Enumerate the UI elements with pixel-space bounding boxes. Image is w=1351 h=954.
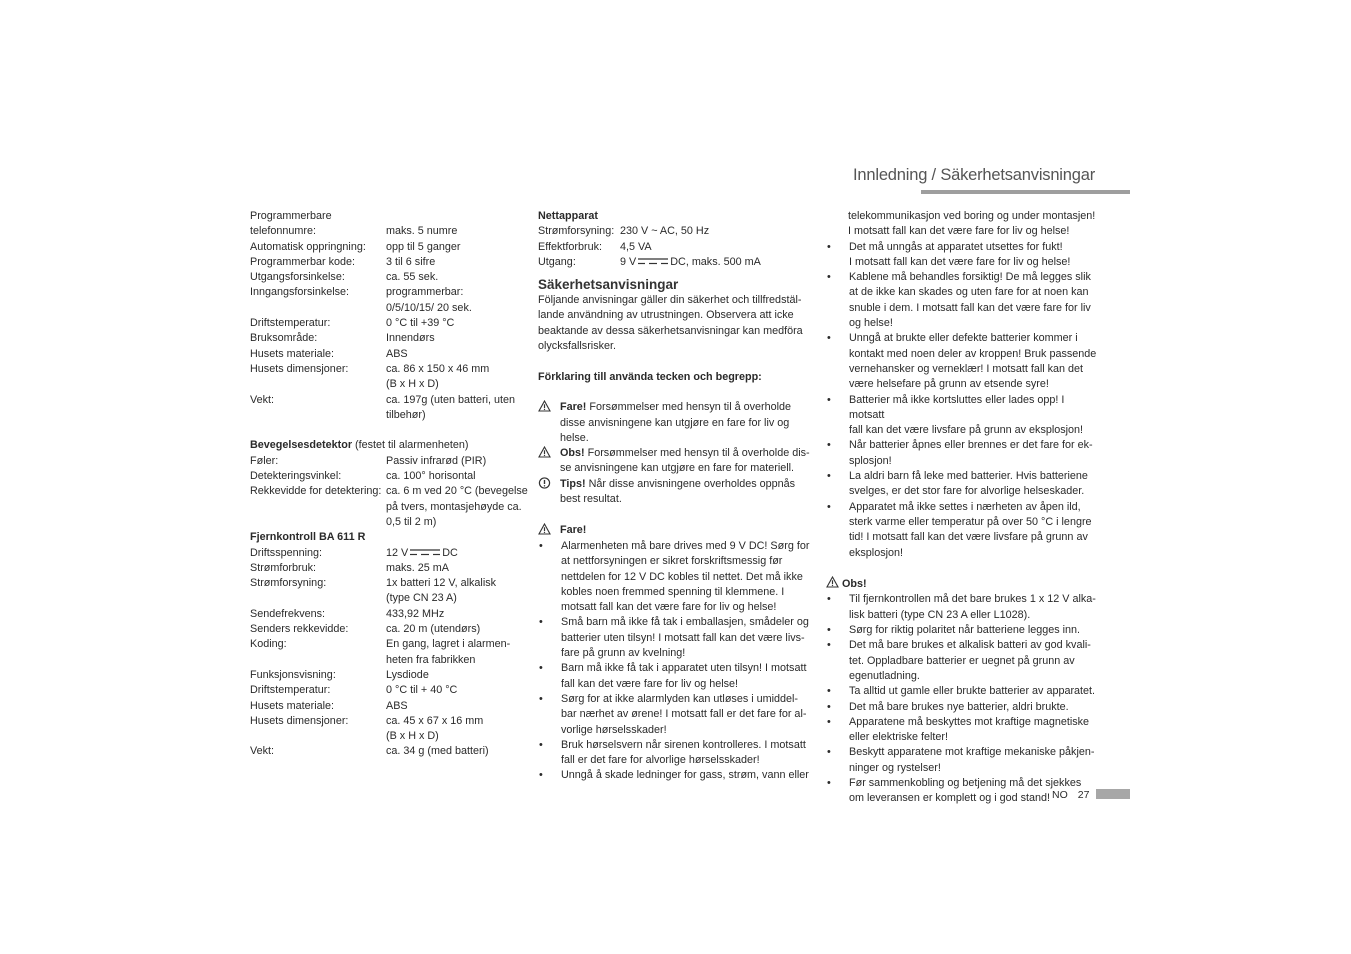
- list-item: [826, 240, 1098, 271]
- text-line: ninger og rystelser!: [849, 761, 941, 774]
- spec-label: Programmerbar kode:: [250, 255, 356, 268]
- text-line: Når disse anvisningene overholdes oppnås: [585, 477, 796, 490]
- list-item: [826, 700, 1098, 715]
- text-line: Små barn må ikke få tak i emballasjen, smådeler og: [561, 616, 809, 629]
- text-line: nettdelen for 12 V DC kobles til nettet. Det må ikke: [561, 570, 803, 583]
- text-line: lisk batteri (type CN 23 A eller L1028).: [849, 608, 1031, 621]
- text-line: Sørg for riktig polaritet når batteriene legges inn.: [849, 624, 1081, 637]
- list-item: [826, 500, 1098, 561]
- spec-value: maks. 25 mA: [386, 561, 449, 574]
- list-item-text: [561, 661, 810, 692]
- text-line: Forsømmelser med hensyn til å overholde: [586, 401, 792, 414]
- list-item-text: [849, 684, 1098, 699]
- spec-value: maks. 5 numre: [386, 225, 458, 238]
- obs-heading: Obs!: [826, 576, 1098, 592]
- text-line: vernehansker og verneklær! I motsatt fall kan det: [849, 362, 1084, 375]
- text-line: telekommunikasjon ved boring og under montasjen!: [848, 210, 1096, 222]
- bullet-icon: •: [827, 439, 831, 452]
- spec-row: [250, 331, 530, 346]
- bullet-icon: •: [827, 685, 831, 698]
- spec-label: Automatisk oppringning:: [250, 240, 366, 253]
- text-line: eksplosjon!: [849, 546, 904, 559]
- spec-row: [250, 377, 530, 392]
- symbol-obs: Obs! Forsømmelser med hensyn til å overholde dis- se anvisningene kan utgjøre en fare for materiell.: [538, 446, 810, 477]
- spec-row: [250, 576, 530, 591]
- column-specs: [250, 209, 530, 760]
- bullet-icon: •: [827, 700, 831, 713]
- spec-value: ca. 86 x 150 x 46 mm: [386, 362, 490, 375]
- spec-row: [250, 714, 530, 729]
- list-item-text: [561, 768, 810, 783]
- spec-value: Lysdiode: [386, 668, 429, 681]
- spec-value: 0/5/10/15/ 20 sek.: [386, 301, 472, 314]
- spec-value: (B x H x D): [386, 730, 439, 743]
- list-item-text: [849, 240, 1098, 271]
- exclamation-circle-icon: [538, 477, 560, 508]
- list-item: [538, 768, 810, 783]
- text-line: se anvisningene kan utgjøre en fare for materiell.: [560, 462, 795, 475]
- list-item-text: [849, 623, 1098, 638]
- spec-value: 4,5 VA: [620, 240, 652, 253]
- spec-value: En gang, lagret i alarmen-: [386, 638, 511, 651]
- spec-label: [250, 591, 386, 606]
- text-line: Når batterier åpnes eller brennes er det fare for ek-: [849, 439, 1093, 452]
- text-line: Unngå å skade ledninger for gass, strøm, vann eller: [561, 769, 809, 782]
- text-line: være helsefare på grunn av etsende syre!: [849, 378, 1049, 391]
- text-line: Det må unngås at apparatet utsettes for fukt!: [849, 240, 1063, 253]
- text-line: Kablene må behandles forsiktig! De må legges slik: [849, 271, 1091, 284]
- text-line: Bruk hørselsvern når sirenen kontrolleres. I motsatt: [561, 738, 806, 751]
- text-line: motsatt fall kan det være fare for liv og helse!: [561, 601, 777, 614]
- spec-label: Inngangsforsinkelse:: [250, 286, 350, 299]
- list-item: [826, 623, 1098, 638]
- spec-label: [250, 408, 386, 423]
- text-line: Apparatet må ikke settes i nærheten av åpen ild,: [849, 500, 1081, 513]
- spec-value: 0 °C til +39 °C: [386, 317, 455, 330]
- spec-value: (B x H x D): [386, 378, 439, 391]
- spec-label: Føler:: [250, 454, 279, 467]
- list-item: [538, 539, 810, 615]
- spec-label: Rekkevidde for detektering:: [250, 485, 382, 498]
- spec-label: Effektforbruk:: [538, 240, 603, 253]
- spec-row: [250, 224, 530, 239]
- spec-value: (type CN 23 A): [386, 592, 457, 605]
- spec-row: [250, 500, 530, 515]
- spec-row: [250, 729, 530, 744]
- spec-row: [250, 393, 530, 408]
- spec-row: [250, 591, 530, 606]
- text-line: Följande anvisningar gäller din säkerhet och tillfredstäl-: [538, 294, 802, 307]
- page-footer: [1052, 788, 1099, 803]
- text-line: vorlige hørselsskader!: [561, 723, 667, 736]
- text-line: fare på grunn av kvelning!: [561, 647, 686, 660]
- spec-label: Husets dimensjoner:: [250, 362, 349, 375]
- spec-value: 0,5 til 2 m): [386, 515, 437, 528]
- spec-label: Husets dimensjoner:: [250, 714, 349, 727]
- bullet-icon: •: [827, 393, 831, 406]
- list-item-text: [561, 692, 810, 738]
- spec-value: 1x batteri 12 V, alkalisk: [386, 577, 497, 590]
- text-line: fall er det fare for alvorlige hørselsskader!: [561, 754, 760, 767]
- spec-label: Detekteringsvinkel:: [250, 470, 342, 483]
- list-item-text: [849, 592, 1098, 623]
- language-code: NO: [1052, 789, 1068, 801]
- spec-row: [250, 683, 530, 698]
- fare-heading: Fare!: [538, 523, 810, 539]
- spec-row: [250, 607, 530, 622]
- spec-row: [250, 561, 530, 576]
- text-line: Før sammenkobling og betjening må det sjekkes: [849, 776, 1082, 789]
- spec-row: [250, 668, 530, 683]
- spec-value: tilbehør): [386, 408, 426, 421]
- spec-value: ca. 55 sek.: [386, 271, 439, 284]
- spec-row: [250, 622, 530, 637]
- warning-triangle-icon: [538, 400, 560, 446]
- text-line: helse.: [560, 431, 589, 444]
- bullet-icon: •: [827, 715, 831, 728]
- spec-row: [250, 469, 530, 484]
- spec-label: Senders rekkevidde:: [250, 623, 349, 636]
- spec-label: Strømforsyning:: [538, 225, 615, 238]
- text-line: egenutladning.: [849, 669, 920, 682]
- obs-bullet-list: [826, 592, 1098, 806]
- spec-value: Passiv infrarød (PIR): [386, 454, 487, 467]
- spec-row: [250, 301, 530, 316]
- list-item: [538, 738, 810, 769]
- page-title: Innledning / Säkerhetsanvisningar: [853, 166, 1095, 184]
- text-line: best resultat.: [560, 493, 622, 506]
- spec-value: heten fra fabrikken: [386, 653, 476, 666]
- list-item: [826, 592, 1098, 623]
- spec-row: Driftsspenning: 12 V DC: [250, 546, 458, 559]
- spec-label: Programmerbare: [250, 210, 332, 222]
- spec-label: Vekt:: [250, 393, 275, 406]
- text-line: svelges, er det stor fare for alvorlige helseskader.: [849, 485, 1085, 498]
- spec-value: opp til 5 ganger: [386, 240, 461, 253]
- spec-value: 433,92 MHz: [386, 607, 445, 620]
- text-line: Ta alltid ut gamle eller brukte batterier av apparatet.: [849, 685, 1096, 698]
- safety-heading: Säkerhetsanvisningar: [538, 277, 679, 293]
- spec-label: Driftstemperatur:: [250, 684, 331, 697]
- spec-row: [250, 270, 530, 285]
- list-item-text: [561, 615, 810, 661]
- list-item: [826, 469, 1098, 500]
- bullet-icon: •: [827, 776, 831, 789]
- bullet-icon: •: [827, 271, 831, 284]
- list-item: [826, 715, 1098, 746]
- column-safety: [538, 209, 810, 784]
- text-line: Alarmenheten må bare drives med 9 V DC! Sørg for: [561, 539, 810, 552]
- list-item-text: [561, 539, 810, 615]
- spec-row: [250, 515, 530, 530]
- spec-row: [250, 209, 530, 224]
- spec-value: 0 °C til + 40 °C: [386, 684, 458, 697]
- list-item: [826, 438, 1098, 469]
- spec-label: [250, 515, 386, 530]
- text-line: I motsatt fall kan det være fare for liv og helse!: [849, 255, 1071, 268]
- spec-label: [250, 653, 386, 668]
- spec-label: Sendefrekvens:: [250, 607, 326, 620]
- list-item-text: [849, 393, 1098, 439]
- spec-row: [250, 637, 530, 652]
- spec-value: 230 V ~ AC, 50 Hz: [620, 225, 710, 238]
- footer-bar: [1096, 789, 1130, 799]
- list-item: [538, 615, 810, 661]
- spec-value: på tvers, montasjehøyde ca.: [386, 500, 522, 513]
- list-item-text: [849, 331, 1098, 392]
- text-line: fall kan det være livsfare på grunn av eksplosjon!: [849, 424, 1084, 437]
- spec-list-psu: [538, 224, 810, 255]
- bullet-icon: •: [539, 539, 543, 552]
- spec-row: [250, 316, 530, 331]
- bullet-icon: •: [827, 639, 831, 652]
- symbol-tips: Tips! Når disse anvisningene overholdes oppnås best resultat.: [538, 477, 810, 508]
- spec-value: ca. 100° horisontal: [386, 470, 476, 483]
- spec-label: Husets materiale:: [250, 347, 335, 360]
- spec-label: Koding:: [250, 638, 287, 651]
- text-line: eller elektriske felter!: [849, 731, 949, 744]
- list-item: [826, 270, 1098, 331]
- warning-triangle-icon: [538, 523, 560, 539]
- text-line: batterier uten tilsyn! I motsatt fall kan det være livs-: [561, 631, 805, 644]
- spec-label: [250, 500, 386, 515]
- bullet-icon: •: [827, 500, 831, 513]
- spec-value: [386, 209, 530, 224]
- text-line: lande användning av utrustningen. Observera att icke: [538, 309, 794, 322]
- bullet-icon: •: [827, 746, 831, 759]
- text-line: og helse!: [849, 317, 893, 330]
- spec-row: [250, 408, 530, 423]
- spec-label: Strømforbruk:: [250, 561, 316, 574]
- spec-value: ca. 34 g (med batteri): [386, 745, 489, 758]
- spec-row: [250, 653, 530, 668]
- spec-list-motion: [250, 454, 530, 530]
- symbol-fare: Fare! Forsømmelser med hensyn til å overholde disse anvisningene kan utgjøre en fare for liv og helse.: [538, 400, 810, 446]
- fare-bullet-list-cont: [826, 240, 1098, 561]
- text-line: bar nærhet av ørene! I motsatt fall er det fare for al-: [561, 708, 807, 721]
- text-line: Apparatene må beskyttes mot kraftige magnetiske: [849, 715, 1090, 728]
- column-safety-cont: [826, 209, 1098, 807]
- bullet-icon: •: [827, 470, 831, 483]
- list-item: [826, 331, 1098, 392]
- spec-list-remote: [250, 561, 530, 760]
- symbols-heading: Förklaring till använda tecken och begrepp:: [538, 370, 762, 383]
- motion-detector-heading: Bevegelsesdetektor (festet til alarmenheten): [250, 439, 469, 452]
- text-line: La aldri barn få leke med batterier. Hvis batteriene: [849, 470, 1088, 483]
- warning-triangle-icon: [538, 446, 560, 477]
- text-line: Unngå at brukte eller defekte batterier kommer i: [849, 332, 1078, 345]
- list-item-text: [849, 270, 1098, 331]
- spec-row: [538, 224, 810, 239]
- spec-label: Funksjonsvisning:: [250, 668, 336, 681]
- spec-label: Husets materiale:: [250, 699, 335, 712]
- text-line: beaktande av dessa säkerhetsanvisningar kan medföra: [538, 324, 803, 337]
- spec-row: Utgang: 9 V DC, maks. 500 mA: [538, 255, 761, 268]
- bullet-icon: •: [539, 616, 543, 629]
- spec-row: [250, 744, 530, 759]
- text-line: Det må bare brukes et alkalisk batteri av god kvali-: [849, 639, 1091, 652]
- text-line: Sørg for at ikke alarmlyden kan utløses i umiddel-: [561, 692, 799, 705]
- text-line: at de ikke kan skades og uten fare for at noen kan: [849, 286, 1089, 299]
- page-number: 27: [1077, 789, 1090, 801]
- list-item-text: [849, 700, 1098, 715]
- list-item: [826, 684, 1098, 699]
- spec-label: Strømforsyning:: [250, 577, 327, 590]
- spec-value: ABS: [386, 699, 408, 712]
- list-item: [538, 661, 810, 692]
- dc-symbol-icon: [410, 548, 440, 556]
- spec-row: [250, 454, 530, 469]
- spec-label: [250, 301, 386, 316]
- warning-triangle-icon: [826, 578, 839, 590]
- spec-value: ca. 197g (uten batteri, uten: [386, 393, 516, 406]
- spec-value: Innendørs: [386, 332, 435, 345]
- spec-value: ca. 45 x 67 x 16 mm: [386, 714, 484, 727]
- dc-symbol-icon: [638, 257, 668, 265]
- text-line: Beskytt apparatene mot kraftige mekaniske påkjen-: [849, 746, 1095, 759]
- text-line: om leveransen er komplett og i god stand!: [849, 792, 1051, 805]
- spec-label: telefonnumre:: [250, 225, 317, 238]
- bullet-icon: •: [539, 692, 543, 705]
- spec-label: Utgangsforsinkelse:: [250, 271, 345, 284]
- spec-row: [250, 347, 530, 362]
- text-line: Det må bare brukes nye batterier, aldri brukte.: [849, 700, 1069, 713]
- list-item-text: [849, 500, 1098, 561]
- spec-value: ca. 6 m ved 20 °C (bevegelse: [386, 485, 528, 498]
- text-line: at nettforsyningen er sikret forskriftsmessig før: [561, 555, 783, 568]
- header-rule: [921, 190, 1130, 194]
- text-line: snuble i dem. I motsatt fall kan det være fare for liv: [849, 301, 1091, 314]
- text-line: tid! I motsatt fall kan det være livsfare på grunn av: [849, 531, 1088, 544]
- spec-row: [250, 255, 530, 270]
- list-item-text: [849, 715, 1098, 746]
- text-line: tet. Oppladbare batterier er uegnet på grunn av: [849, 654, 1075, 667]
- bullet-icon: •: [827, 624, 831, 637]
- spec-label: Driftstemperatur:: [250, 317, 331, 330]
- spec-value: ABS: [386, 347, 408, 360]
- text-line: Forsømmelser med hensyn til å overholde dis-: [584, 447, 810, 460]
- text-line: kobles noen fremmed spenning til klemmene. I: [561, 585, 785, 598]
- spec-value: 3 til 6 sifre: [386, 255, 436, 268]
- list-item-text: [849, 469, 1098, 500]
- text-line: I motsatt fall kan det være fare for liv og helse!: [848, 225, 1070, 238]
- spec-row: [250, 362, 530, 377]
- list-item-text: [849, 745, 1098, 776]
- spec-list-alarm: [250, 209, 530, 423]
- spec-label: Vekt:: [250, 745, 275, 758]
- bullet-icon: •: [539, 662, 543, 675]
- continued-text: [826, 209, 1098, 240]
- bullet-icon: •: [539, 738, 543, 751]
- text-line: kontakt med noen deler av kroppen! Bruk passende: [849, 347, 1097, 360]
- text-line: Til fjernkontrollen må det bare brukes 1 x 12 V alka-: [849, 593, 1096, 606]
- spec-row: [250, 484, 530, 499]
- fare-bullet-list: [538, 539, 810, 784]
- spec-label: [250, 377, 386, 392]
- remote-heading: Fjernkontroll BA 611 R: [250, 531, 366, 544]
- text-line: olycksfallsrisker.: [538, 340, 616, 353]
- text-line: Batterier må ikke kortsluttes eller lades opp! I motsatt: [849, 393, 1065, 421]
- list-item-text: [561, 738, 810, 769]
- spec-row: [250, 699, 530, 714]
- list-item: [826, 745, 1098, 776]
- safety-intro: [538, 293, 810, 354]
- list-item: [826, 393, 1098, 439]
- text-line: Barn må ikke få tak i apparatet uten tilsyn! I motsatt: [561, 662, 807, 675]
- bullet-icon: •: [827, 332, 831, 345]
- bullet-icon: •: [539, 769, 543, 782]
- spec-row: [538, 240, 810, 255]
- spec-value: programmerbar:: [386, 286, 464, 299]
- text-line: sterk varme eller temperatur på over 50 °C i lengre: [849, 515, 1092, 528]
- spec-row: [250, 240, 530, 255]
- text-line: disse anvisningene kan utgjøre en fare for liv og: [560, 416, 790, 429]
- psu-heading: Nettapparat: [538, 210, 598, 222]
- bullet-icon: •: [827, 593, 831, 606]
- text-line: fall kan det være fare for liv og helse!: [561, 677, 739, 690]
- spec-row: [250, 285, 530, 300]
- spec-label: Bruksområde:: [250, 332, 318, 345]
- list-item-text: [849, 638, 1098, 684]
- spec-value: ca. 20 m (utendørs): [386, 623, 481, 636]
- text-line: splosjon!: [849, 454, 892, 467]
- list-item: [538, 692, 810, 738]
- bullet-icon: •: [827, 240, 831, 253]
- list-item: [826, 638, 1098, 684]
- spec-label: [250, 729, 386, 744]
- list-item-text: [849, 438, 1098, 469]
